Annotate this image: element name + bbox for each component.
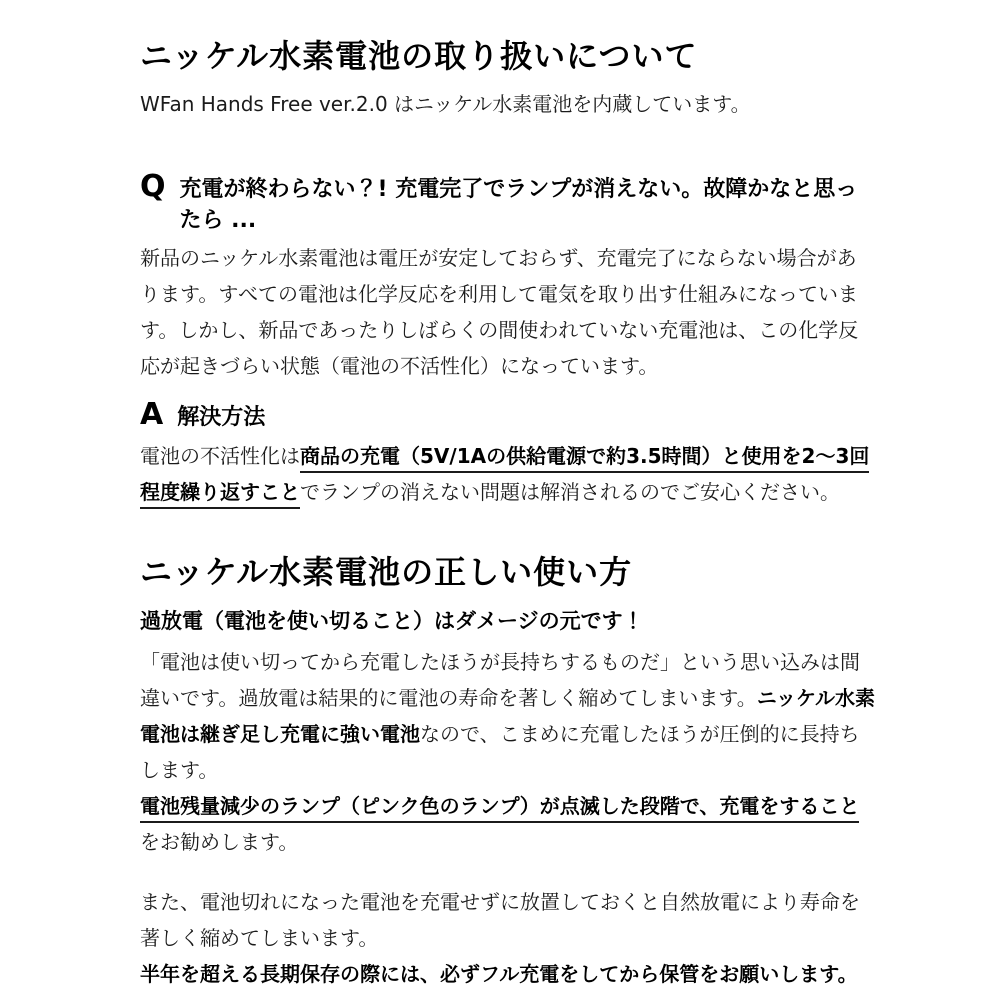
answer-body-text <box>140 438 875 510</box>
recharge-segment-normal: をお勧めします。 <box>140 830 299 854</box>
answer-segment-normal-2: でランプの消えない問題は解消されるのでご安心ください。 <box>300 480 840 504</box>
product-intro-text: WFan Hands Free ver.2.0 はニッケル水素電池を内蔵しています。 <box>140 92 751 116</box>
long-term-storage-note: 半年を超える長期保存の際には、必ずフル充電をしてから保管をお願いします。 <box>140 962 858 986</box>
usage-paragraph-1 <box>140 644 875 788</box>
recharge-recommendation <box>140 788 875 860</box>
self-discharge-note: また、電池切れになった電池を充電せずに放置しておくと自然放電により寿命を著しく縮めてしまいます。 <box>140 890 860 950</box>
usage-section-title: ニッケル水素電池の正しい使い方 <box>140 553 633 591</box>
question-heading <box>140 170 875 234</box>
question-heading-text: 充電が終わらない？! 充電完了でランプが消えない。故障かなと思ったら ... <box>179 177 858 233</box>
overdischarge-warning-text: 過放電（電池を使い切ること）はダメージの元です！ <box>140 609 644 633</box>
answer-heading-text: 解決方法 <box>177 405 266 430</box>
answer-heading <box>140 398 875 432</box>
usage-segment-bold: ニッケル水素電池は継ぎ足し充電に強い電池 <box>140 686 876 746</box>
handling-section-title: ニッケル水素電池の取り扱いについて <box>140 37 698 75</box>
question-body-text: 新品のニッケル水素電池は電圧が安定しておらず、充電完了にならない場合があります。すべての電池は化学反応を利用して電気を取り出す仕組みになっています。しかし、新品であったりしばらくの間使われていない充電池は、この化学反応が起きづらい状態（電池の不活性化）になっています。 <box>140 246 859 378</box>
answer-segment-emphasis: 商品の充電（5V/1Aの供給電源で約3.5時間）と使用を2～3回程度繰り返すこと <box>140 444 869 509</box>
a-label: A <box>140 397 164 432</box>
answer-segment-normal-1: 電池の不活性化は <box>140 444 300 468</box>
usage-segment-normal-1: 「電池は使い切ってから充電したほうが長持ちするものだ」という思い込みは間違いです。過放電は結果的に電池の寿命を著しく縮めてしまいます。 <box>140 650 860 710</box>
recharge-segment-emphasis: 電池残量減少のランプ（ピンク色のランプ）が点滅した段階で、充電をすること <box>140 794 859 823</box>
usage-segment-normal-2: なので、こまめに充電したほうが圧倒的に長持ちします。 <box>140 722 860 782</box>
q-label: Q <box>140 169 166 204</box>
document-content <box>140 0 875 992</box>
